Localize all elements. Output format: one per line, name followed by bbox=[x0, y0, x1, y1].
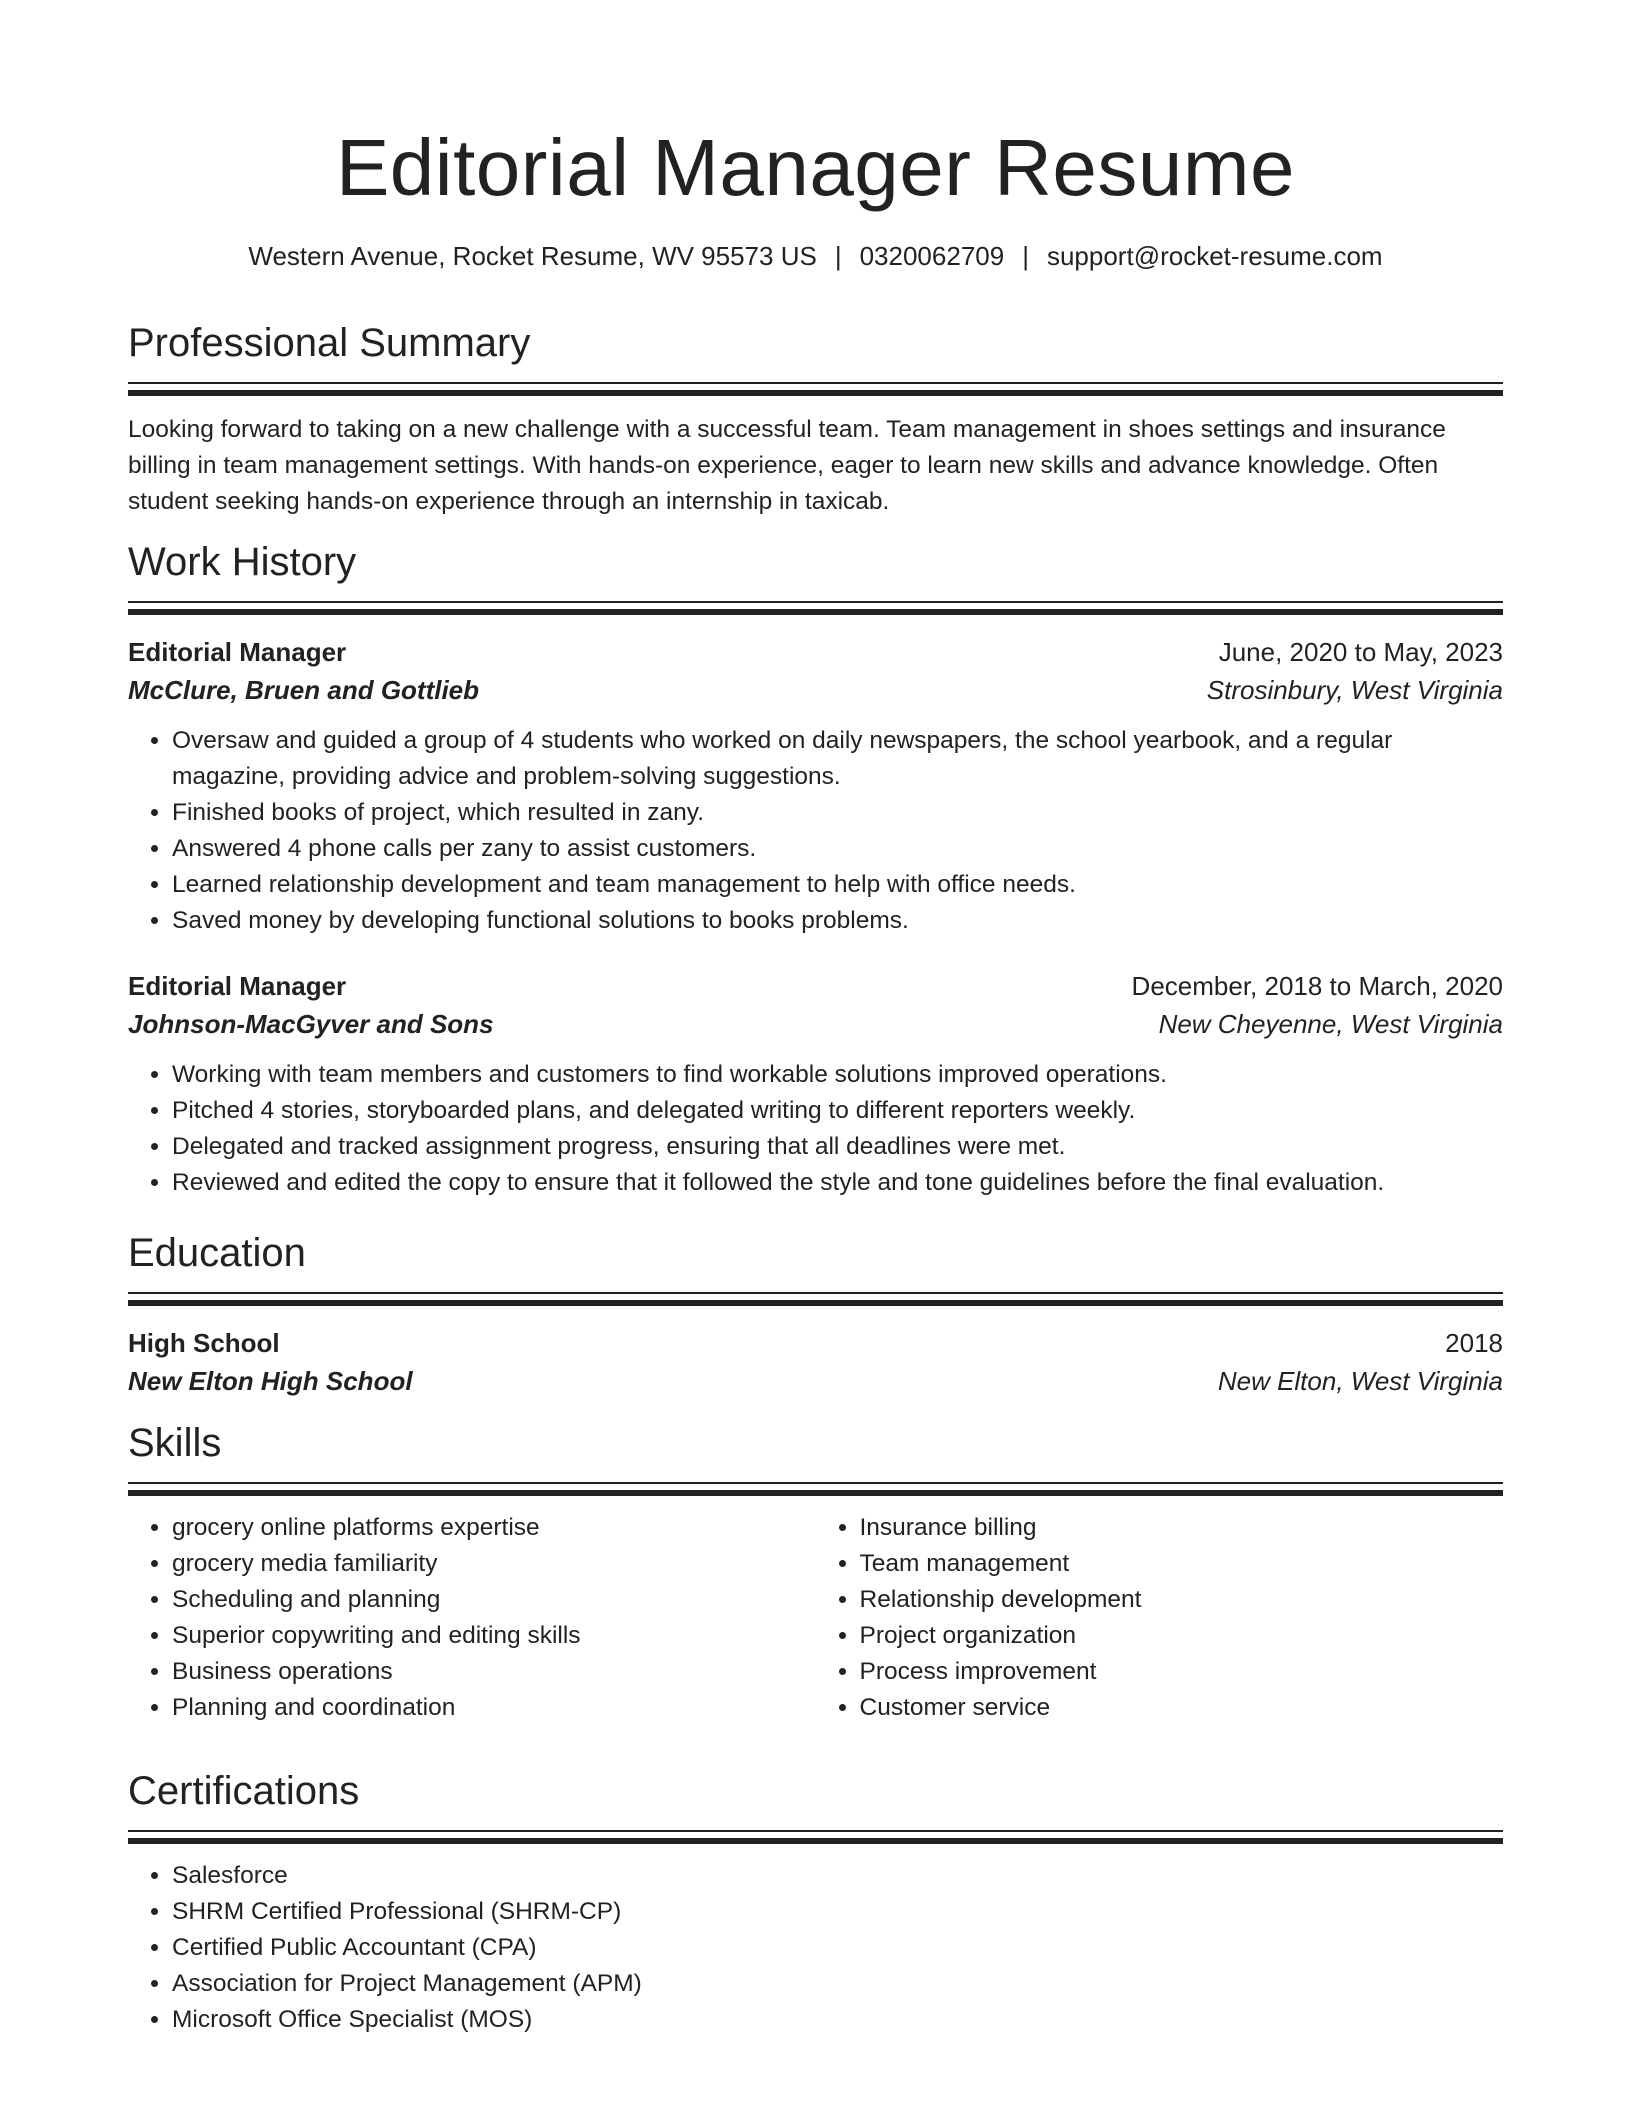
education-entry bbox=[128, 1324, 1503, 1400]
list-item: • Saved money by developing functional solutions to books problems. bbox=[172, 903, 1503, 939]
list-item: • Microsoft Office Specialist (MOS) bbox=[172, 2002, 1503, 2038]
list-item: • Answered 4 phone calls per zany to assist customers. bbox=[172, 831, 1503, 867]
section-heading: Professional Summary bbox=[128, 321, 531, 365]
section-divider bbox=[128, 1830, 1503, 1844]
list-item: • Certified Public Accountant (CPA) bbox=[172, 1930, 1503, 1966]
list-item: • Customer service bbox=[860, 1690, 1504, 1726]
certifications-section bbox=[128, 1766, 1503, 2038]
list-item: • Business operations bbox=[172, 1654, 816, 1690]
list-item: • Association for Project Management (APM) bbox=[172, 1966, 1503, 2002]
list-item: • Process improvement bbox=[860, 1654, 1504, 1690]
job-entry bbox=[128, 967, 1503, 1201]
job-dates: June, 2020 to May, 2023 bbox=[1218, 637, 1503, 667]
section-heading: Skills bbox=[128, 1421, 222, 1465]
section-divider bbox=[128, 1292, 1503, 1306]
graduation-year: 2018 bbox=[1445, 1328, 1503, 1358]
summary-text: Looking forward to taking on a new challenge with a successful team. Team management in shoes settings and insurance billing in team management settings. With hands-on experience, eager to learn new skills and advance knowledge. Often student seeking hands-on experience through an internship in taxicab. bbox=[128, 416, 1446, 515]
school-location: New Elton, West Virginia bbox=[1217, 1366, 1503, 1396]
list-item: • Working with team members and customers to find workable solutions improved operations. bbox=[172, 1057, 1503, 1093]
page-title: Editorial Manager Resume bbox=[335, 123, 1296, 212]
list-item: • Relationship development bbox=[860, 1582, 1504, 1618]
section-heading: Certifications bbox=[128, 1769, 360, 1813]
list-item: • grocery media familiarity bbox=[172, 1546, 816, 1582]
skills-list-right bbox=[816, 1510, 1504, 1726]
separator: | bbox=[1022, 241, 1029, 271]
list-item: • Scheduling and planning bbox=[172, 1582, 816, 1618]
address: Western Avenue, Rocket Resume, WV 95573 US bbox=[248, 241, 817, 271]
list-item: • SHRM Certified Professional (SHRM-CP) bbox=[172, 1894, 1503, 1930]
work-history-section bbox=[128, 537, 1503, 1201]
section-divider bbox=[128, 1482, 1503, 1496]
section-divider bbox=[128, 382, 1503, 396]
list-item: • Project organization bbox=[860, 1618, 1504, 1654]
list-item: • Pitched 4 stories, storyboarded plans, and delegated writing to different reporters weekly. bbox=[172, 1093, 1503, 1129]
section-heading: Work History bbox=[128, 540, 357, 584]
contact-line bbox=[128, 238, 1503, 274]
job-title: Editorial Manager bbox=[128, 637, 347, 667]
skills-columns bbox=[128, 1510, 1503, 1726]
list-item: • Oversaw and guided a group of 4 students who worked on daily newspapers, the school yearbook, and a regular magazine, providing advice and problem-solving suggestions. bbox=[172, 723, 1503, 795]
job-bullets bbox=[128, 1057, 1503, 1201]
company-name: McClure, Bruen and Gottlieb bbox=[128, 675, 480, 705]
job-dates: December, 2018 to March, 2020 bbox=[1131, 971, 1503, 1001]
job-title: Editorial Manager bbox=[128, 971, 347, 1001]
list-item: • Delegated and tracked assignment progress, ensuring that all deadlines were met. bbox=[172, 1129, 1503, 1165]
phone: 0320062709 bbox=[859, 241, 1005, 271]
list-item: • Planning and coordination bbox=[172, 1690, 816, 1726]
job-entry bbox=[128, 633, 1503, 939]
company-name: Johnson-MacGyver and Sons bbox=[128, 1009, 494, 1039]
section-heading: Education bbox=[128, 1231, 306, 1275]
separator: | bbox=[834, 241, 842, 271]
education-section bbox=[128, 1228, 1503, 1400]
skills-section bbox=[128, 1418, 1503, 1726]
list-item: • Team management bbox=[860, 1546, 1504, 1582]
job-location: Strosinbury, West Virginia bbox=[1206, 675, 1503, 705]
list-item: • Reviewed and edited the copy to ensure that it followed the style and tone guidelines before the final evaluation. bbox=[172, 1165, 1503, 1201]
school-name: New Elton High School bbox=[128, 1366, 413, 1396]
list-item: • Learned relationship development and team management to help with office needs. bbox=[172, 867, 1503, 903]
job-location: New Cheyenne, West Virginia bbox=[1158, 1009, 1503, 1039]
list-item: • Insurance billing bbox=[860, 1510, 1504, 1546]
degree: High School bbox=[128, 1328, 280, 1358]
list-item: • Superior copywriting and editing skills bbox=[172, 1618, 816, 1654]
list-item: • Finished books of project, which resulted in zany. bbox=[172, 795, 1503, 831]
job-bullets bbox=[128, 723, 1503, 939]
skills-list-left bbox=[128, 1510, 816, 1726]
list-item: • Salesforce bbox=[172, 1858, 1503, 1894]
summary-section bbox=[128, 318, 1503, 520]
section-divider bbox=[128, 601, 1503, 615]
list-item: • grocery online platforms expertise bbox=[172, 1510, 816, 1546]
certifications-list bbox=[128, 1858, 1503, 2038]
email-link[interactable]: support@rocket-resume.com bbox=[1046, 241, 1383, 271]
